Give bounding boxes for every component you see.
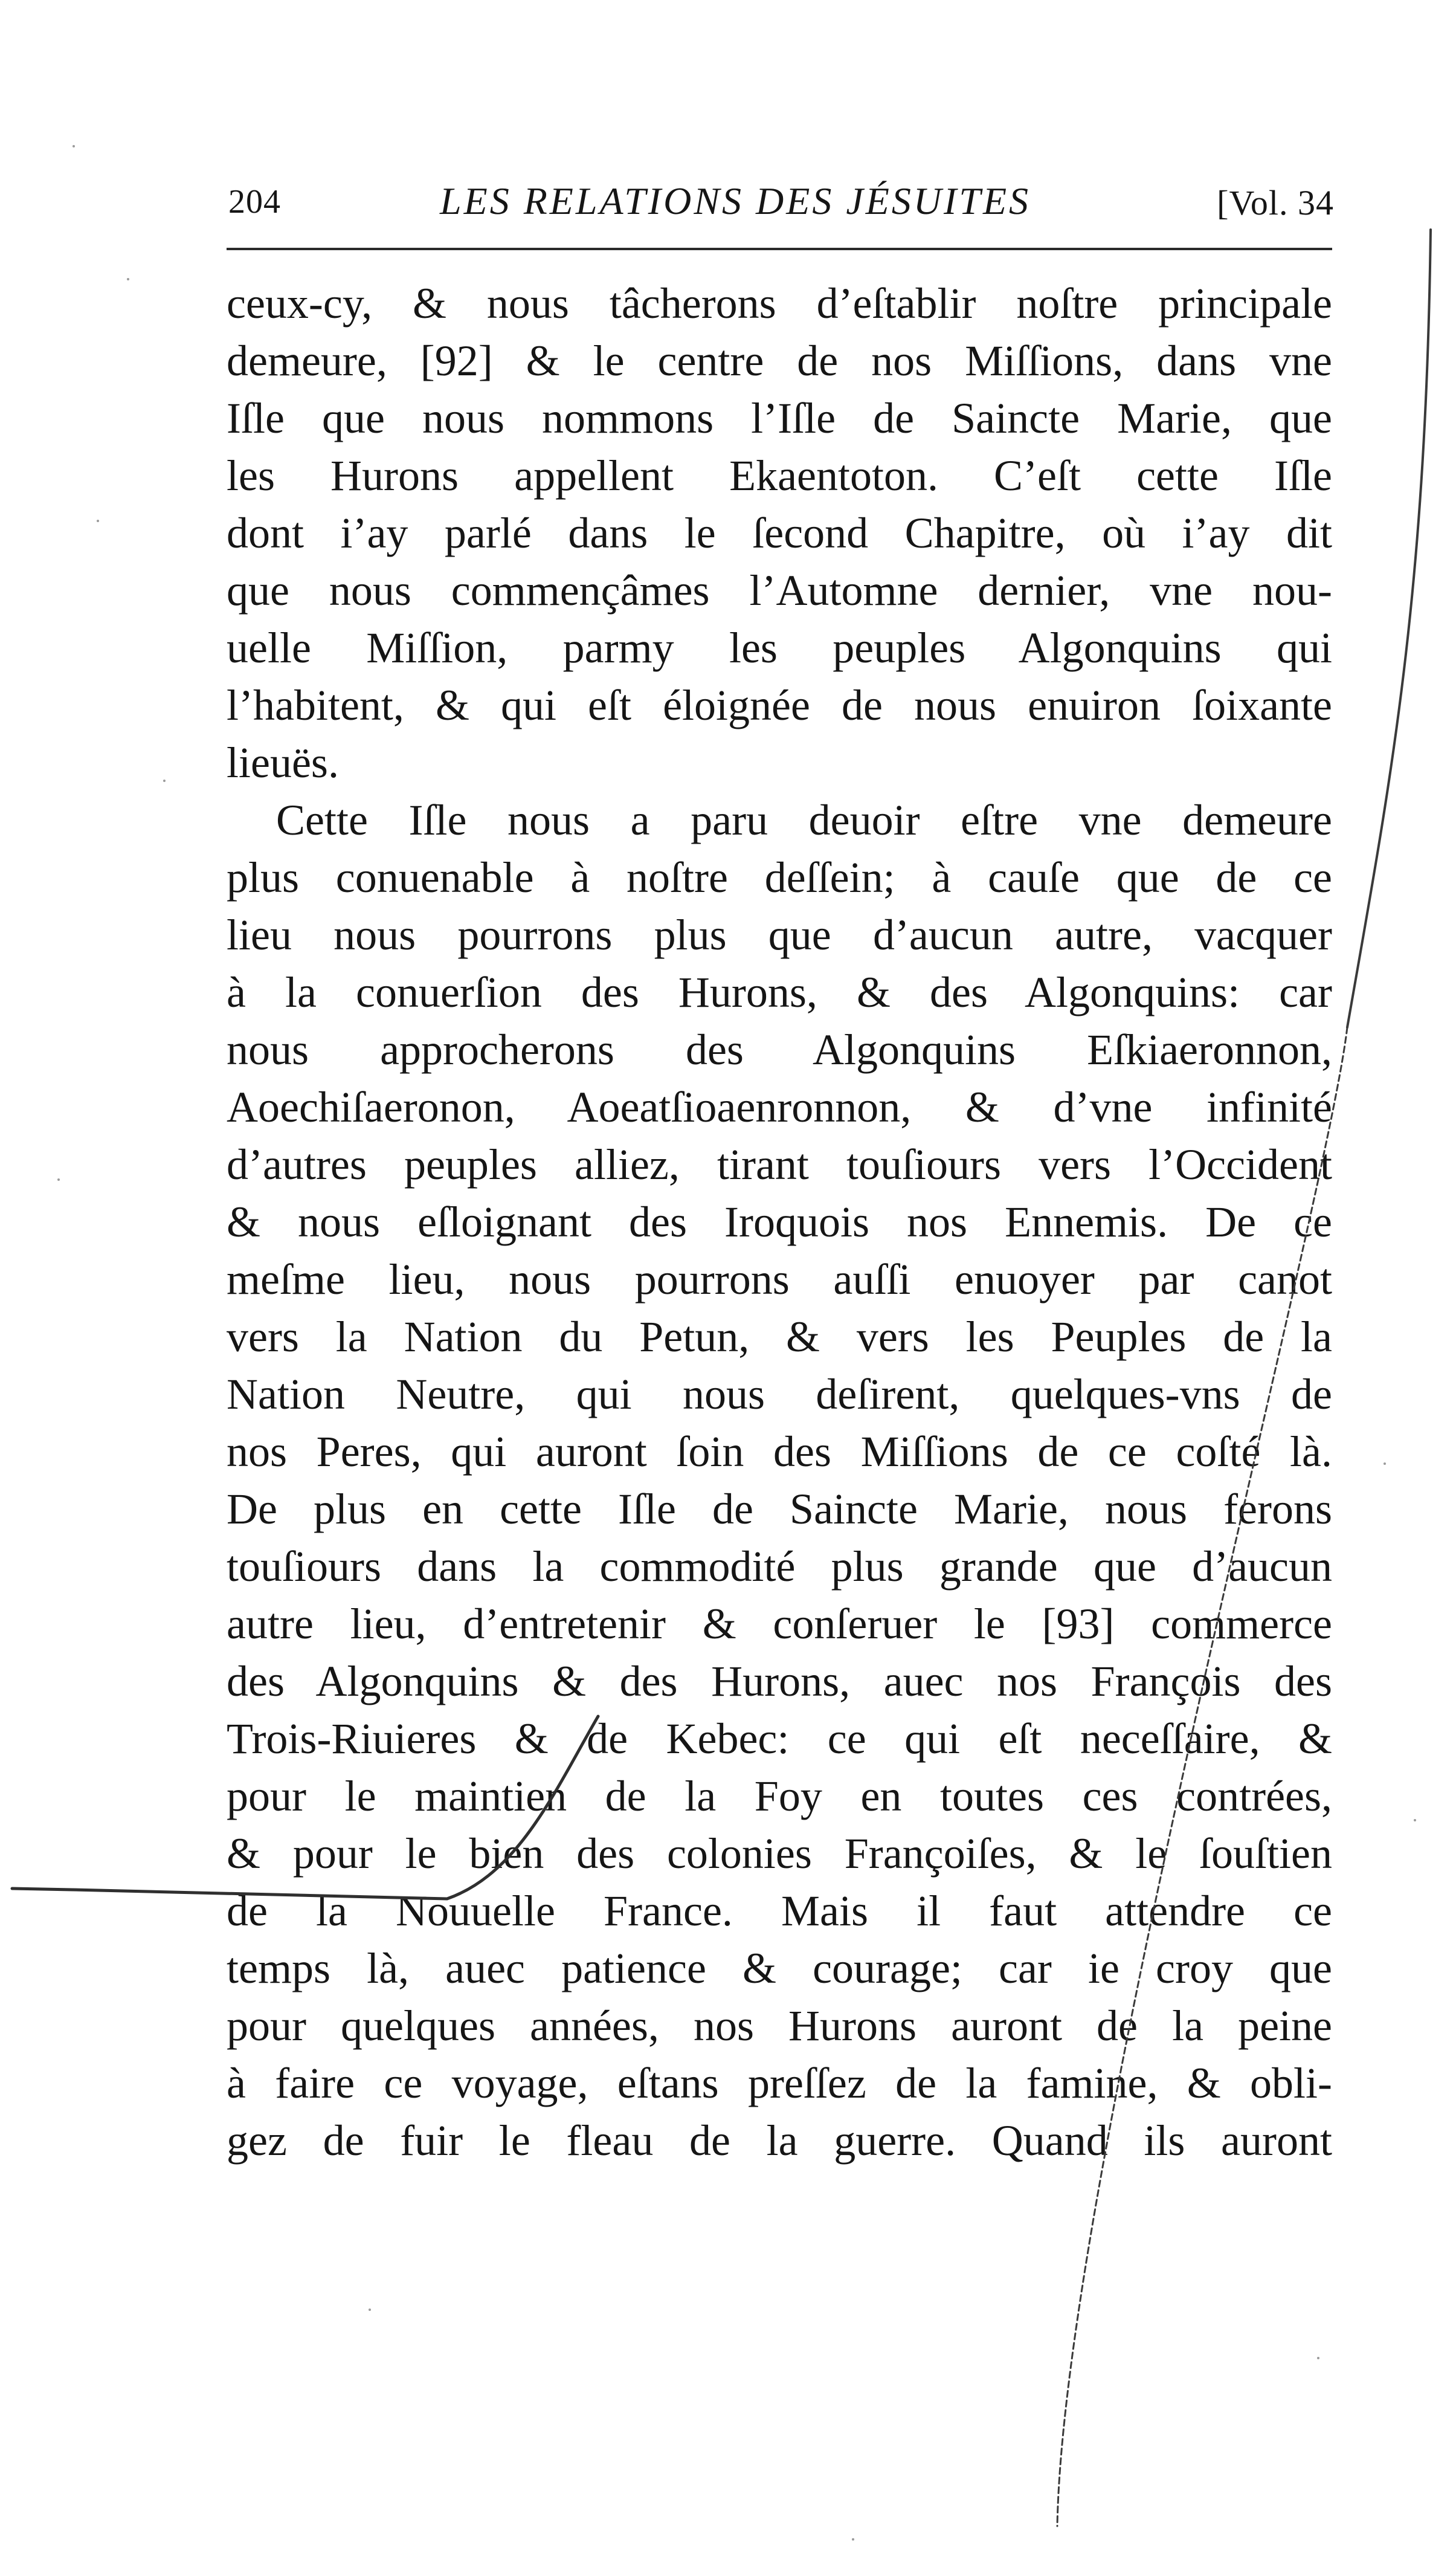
text-line: uelle Miſſion, parmy les peuples Algonquins qui (227, 624, 1332, 672)
text-line: autre lieu, d’entretenir & conſeruer le [93] commerce (227, 1600, 1332, 1648)
running-title: LES RELATIONS DES JÉSUITES (440, 179, 1031, 222)
text-line: nos Peres, qui auront ſoin des Miſſions de ce coſté là. (227, 1427, 1332, 1476)
text-line: d’autres peuples alliez, tirant touſiours vers l’Occident (227, 1140, 1332, 1189)
paper-speck (852, 2538, 854, 2541)
text-line: pour le maintien de la Foy en toutes ces contrées, (227, 1772, 1332, 1820)
text-line: plus conuenable à noſtre deſſein; à cauſe que de ce (227, 853, 1332, 902)
page-number: 204 (228, 183, 281, 221)
text-line: que nous commençâmes l’Automne dernier, vne nou- (227, 566, 1332, 615)
text-line: touſiours dans la commodité plus grande que d’aucun (227, 1542, 1332, 1591)
text-line: de la Nouuelle France. Mais il faut attendre ce (227, 1887, 1332, 1935)
header-rule (227, 248, 1332, 250)
text-line: meſme lieu, nous pourrons auſſi enuoyer par canot (227, 1255, 1332, 1304)
text-line: vers la Nation du Petun, & vers les Peuples de la (227, 1313, 1332, 1361)
text-line: pour quelques années, nos Hurons auront de la peine (227, 2002, 1332, 2050)
text-line: Aoechiſaeronon, Aoeatſioaenronnon, & d’vne infinité (227, 1083, 1332, 1131)
text-line: De plus en cette Iſle de Saincte Marie, nous ferons (227, 1485, 1332, 1533)
body-text (227, 275, 1332, 2170)
paper-speck (1414, 1819, 1416, 1821)
paper-speck (1317, 2357, 1319, 2359)
text-line: ceux-cy, & nous tâcherons d’eſtablir noſtre principale (227, 279, 1332, 328)
paper-speck (57, 1178, 60, 1181)
text-line: l’habitent, & qui eſt éloignée de nous enuiron ſoixante (227, 681, 1332, 729)
text-line: à la conuerſion des Hurons, & des Algonquins: car (227, 968, 1332, 1016)
paper-speck (72, 145, 75, 147)
text-line: lieuës. (227, 738, 339, 787)
volume-label: [Vol. 34 (1217, 183, 1334, 222)
text-line: Iſle que nous nommons l’Iſle de Saincte Marie, que (227, 394, 1332, 442)
text-line: lieu nous pourrons plus que d’aucun autre, vacquer (227, 911, 1332, 959)
text-line: Trois-Riuieres & de Kebec: ce qui eſt neceſſaire, & (227, 1714, 1332, 1763)
margin-pen-stroke (1347, 230, 1431, 1027)
text-line: des Algonquins & des Hurons, auec nos François des (227, 1657, 1332, 1705)
text-line: gez de fuir le fleau de la guerre. Quand ils auront (227, 2116, 1332, 2165)
text-line: les Hurons appellent Ekaentoton. C’eſt cette Iſle (227, 451, 1332, 500)
text-line: à faire ce voyage, eſtans preſſez de la famine, & obli- (227, 2059, 1332, 2107)
text-line: demeure, [92] & le centre de nos Miſſions, dans vne (227, 337, 1332, 385)
paper-speck (127, 278, 129, 280)
paper-speck (97, 520, 99, 522)
paper-speck (369, 2309, 371, 2311)
text-line: nous approcherons des Algonquins Eſkiaeronnon, (227, 1026, 1332, 1074)
paper-speck (163, 780, 166, 782)
paragraph-first-line: Cette Iſle nous a paru deuoir eſtre vne demeure (276, 796, 1332, 844)
text-line: Nation Neutre, qui nous deſirent, quelques-vns de (227, 1370, 1332, 1418)
text-line: temps là, auec patience & courage; car ie croy que (227, 1944, 1332, 1992)
text-line: & nous eſloignant des Iroquois nos Ennemis. De ce (227, 1198, 1332, 1246)
paper-speck (1384, 1462, 1386, 1465)
running-header (228, 175, 1334, 230)
text-line: & pour le bien des colonies Françoiſes, & le ſouſtien (227, 1829, 1332, 1878)
text-line: dont i’ay parlé dans le ſecond Chapitre, où i’ay dit (227, 509, 1332, 557)
